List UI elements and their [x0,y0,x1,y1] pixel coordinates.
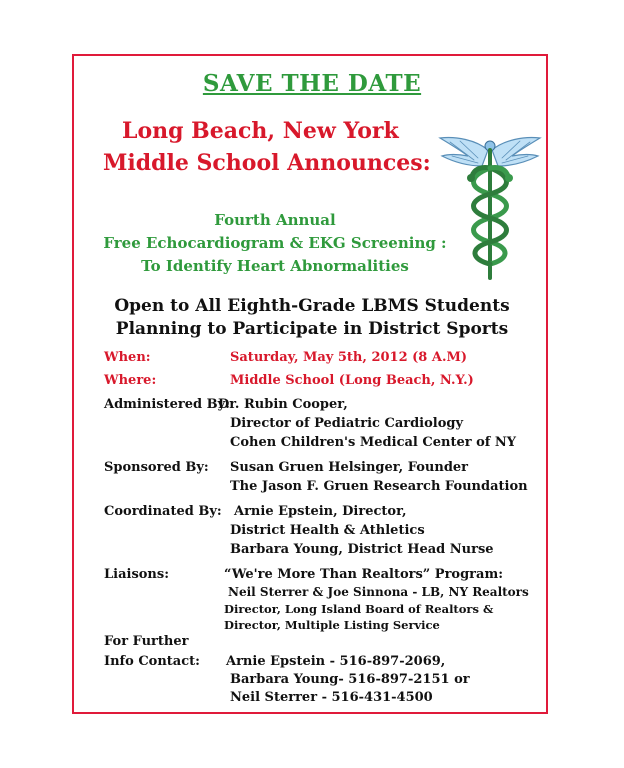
eligibility-line-1: Open to All Eighth-Grade LBMS Students [114,296,510,316]
liaisons-line: “We're More Than Realtors” Program: [224,567,504,582]
administered-line: Cohen Children's Medical Center of NY [230,435,517,450]
administered-line: Director of Pediatric Cardiology [230,416,464,431]
school-title-line1: Long Beach, New York [122,118,399,144]
contact-line: Arnie Epstein - 516-897-2069, [226,654,446,669]
event-line-2: Free Echocardiogram & EKG Screening : [103,234,447,252]
event-line-1: Fourth Annual [214,211,336,229]
contact-line: Barbara Young- 516-897-2151 or [230,672,470,687]
administered-label: Administered By: [104,397,230,412]
eligibility-line-2: Planning to Participate in District Sports [115,319,509,339]
save-the-date-heading: SAVE THE DATE [202,70,422,97]
sponsored-line: The Jason F. Gruen Research Foundation [230,479,528,494]
coordinated-line: Barbara Young, District Head Nurse [230,542,494,557]
where-label: Where: [104,373,157,388]
contact-line: Neil Sterrer - 516-431-4500 [230,690,433,705]
when-label: When: [104,350,151,365]
sponsored-line: Susan Gruen Helsinger, Founder [230,460,469,475]
caduceus-icon [438,132,542,282]
contact-label-line1: For Further [104,634,189,649]
sponsored-label: Sponsored By: [104,460,209,475]
administered-line: Dr. Rubin Cooper, [218,397,348,412]
event-line-3: To Identify Heart Abnormalities [141,257,409,275]
when-value: Saturday, May 5th, 2012 (8 A.M) [230,350,468,365]
liaisons-line: Neil Sterrer & Joe Sinnona - LB, NY Realtors [228,585,529,599]
liaisons-line: Director, Multiple Listing Service [224,618,440,632]
liaisons-line: Director, Long Island Board of Realtors & [224,602,494,616]
school-title-line2: Middle School Announces: [103,150,431,176]
where-value: Middle School (Long Beach, N.Y.) [230,373,474,388]
coordinated-line: Arnie Epstein, Director, [234,504,407,519]
liaisons-label: Liaisons: [104,567,169,582]
coordinated-line: District Health & Athletics [230,523,425,538]
contact-label-line2: Info Contact: [104,654,200,669]
coordinated-label: Coordinated By: [104,504,222,519]
